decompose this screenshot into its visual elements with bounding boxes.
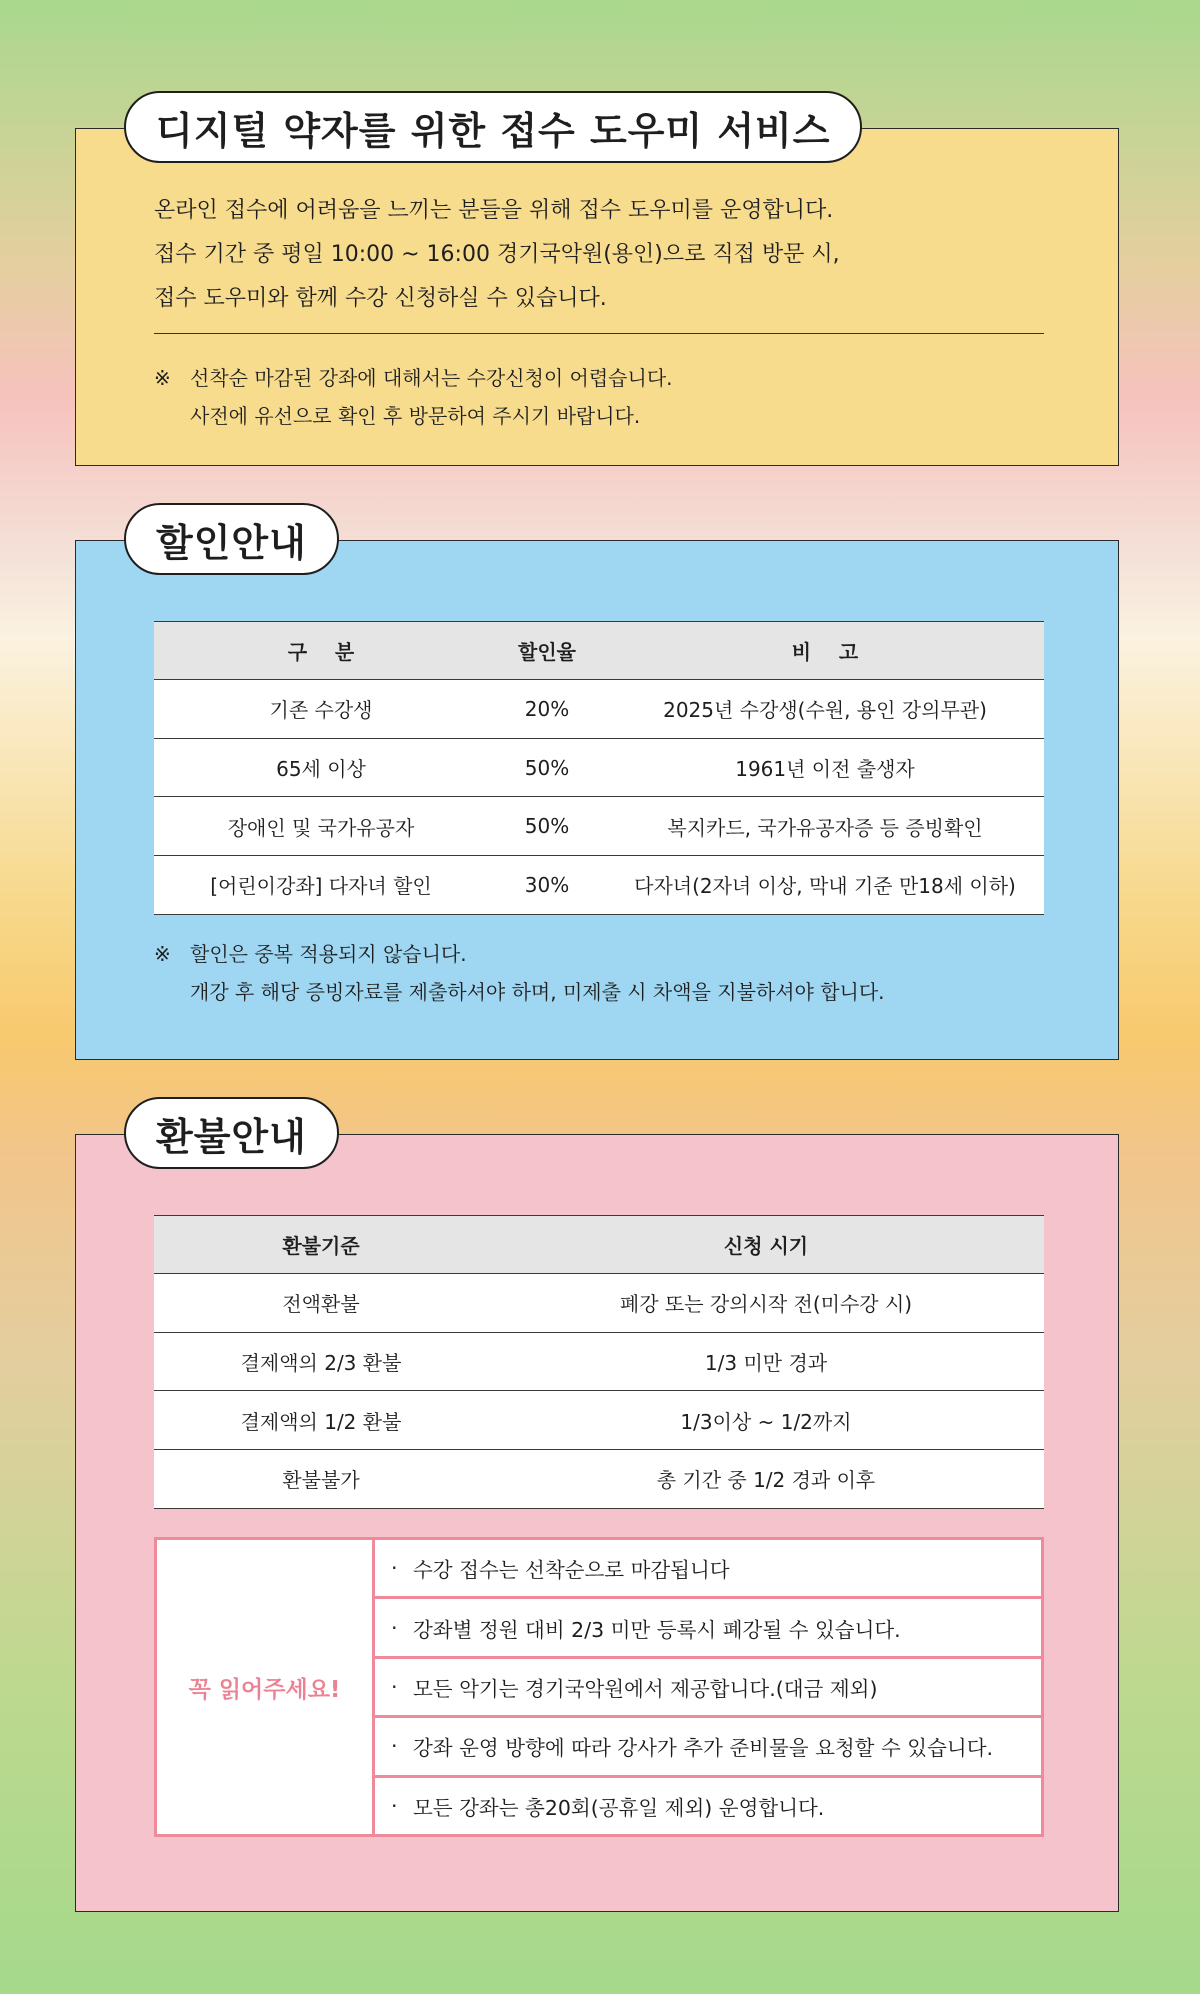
bullet-icon: · <box>391 1556 398 1581</box>
list-item-text: 수강 접수는 선착순으로 마감됩니다 <box>413 1558 730 1583</box>
bullet-icon: · <box>391 1615 398 1640</box>
table-cell: 결제액의 2/3 환불 <box>154 1332 488 1391</box>
table-cell: 50% <box>488 797 606 856</box>
bullet-icon: · <box>391 1675 398 1700</box>
col-header-period: 신청 시기 <box>488 1216 1044 1274</box>
must-read-label: 꼭 읽어주세요! <box>157 1540 375 1834</box>
intro-line: 접수 기간 중 평일 10:00 ~ 16:00 경기국악원(용인)으로 직접 방문 시, <box>154 242 840 267</box>
list-item <box>375 1599 1041 1658</box>
helper-service-intro <box>154 189 840 321</box>
refund-title: 환불안내 <box>124 1097 339 1169</box>
table-cell: 30% <box>488 856 606 915</box>
table-cell: 1/3이상 ~ 1/2까지 <box>488 1391 1044 1450</box>
col-header-criteria: 환불기준 <box>154 1216 488 1274</box>
table-cell: 2025년 수강생(수원, 용인 강의무관) <box>606 680 1044 739</box>
note-line: 할인은 중복 적용되지 않습니다. <box>190 942 467 966</box>
reference-mark: ※ <box>154 942 171 966</box>
note-line: 선착순 마감된 강좌에 대해서는 수강신청이 어렵습니다. <box>190 366 673 390</box>
table-row <box>154 1391 1044 1450</box>
divider <box>154 333 1044 334</box>
table-cell: 50% <box>488 738 606 797</box>
col-header-remark: 비 고 <box>606 622 1044 680</box>
list-item <box>375 1718 1041 1777</box>
bullet-icon: · <box>391 1734 398 1759</box>
refund-section <box>75 1114 1119 1912</box>
table-row <box>154 1332 1044 1391</box>
intro-line: 접수 도우미와 함께 수강 신청하실 수 있습니다. <box>154 286 607 311</box>
table-cell: 폐강 또는 강의시작 전(미수강 시) <box>488 1274 1044 1333</box>
table-cell: [어린이강좌] 다자녀 할인 <box>154 856 488 915</box>
col-header-rate: 할인율 <box>488 622 606 680</box>
table-row <box>154 1274 1044 1333</box>
list-item <box>375 1778 1041 1834</box>
list-item-text: 모든 악기는 경기국악원에서 제공합니다.(대금 제외) <box>413 1677 878 1702</box>
table-cell: 환불불가 <box>154 1450 488 1509</box>
reference-mark: ※ <box>154 366 171 390</box>
must-read-box <box>154 1537 1044 1837</box>
col-header-category: 구 분 <box>154 622 488 680</box>
discount-title: 할인안내 <box>124 503 339 575</box>
table-cell: 총 기간 중 1/2 경과 이후 <box>488 1450 1044 1509</box>
table-header-row <box>154 622 1044 680</box>
table-row <box>154 680 1044 739</box>
list-item-text: 모든 강좌는 총20회(공휴일 제외) 운영합니다. <box>413 1795 825 1820</box>
note-line: 사전에 유선으로 확인 후 방문하여 주시기 바랍니다. <box>190 404 641 428</box>
table-row <box>154 797 1044 856</box>
table-cell: 1/3 미만 경과 <box>488 1332 1044 1391</box>
table-cell: 복지카드, 국가유공자증 등 증빙확인 <box>606 797 1044 856</box>
table-row <box>154 1450 1044 1509</box>
table-cell: 1961년 이전 출생자 <box>606 738 1044 797</box>
table-cell: 65세 이상 <box>154 738 488 797</box>
table-cell: 결제액의 1/2 환불 <box>154 1391 488 1450</box>
helper-service-title: 디지털 약자를 위한 접수 도우미 서비스 <box>124 91 862 163</box>
bullet-icon: · <box>391 1793 398 1818</box>
table-cell: 전액환불 <box>154 1274 488 1333</box>
table-header-row <box>154 1216 1044 1274</box>
list-item-text: 강좌별 정원 대비 2/3 미만 등록시 폐강될 수 있습니다. <box>413 1617 901 1642</box>
table-cell: 장애인 및 국가유공자 <box>154 797 488 856</box>
helper-service-section <box>75 108 1119 466</box>
list-item-text: 강좌 운영 방향에 따라 강사가 추가 준비물을 요청할 수 있습니다. <box>413 1736 994 1761</box>
must-read-list <box>375 1540 1041 1834</box>
list-item <box>375 1540 1041 1599</box>
table-row <box>154 856 1044 915</box>
table-cell: 다자녀(2자녀 이상, 막내 기준 만18세 이하) <box>606 856 1044 915</box>
discount-section <box>75 520 1119 1060</box>
note-line: 개강 후 해당 증빙자료를 제출하셔야 하며, 미제출 시 차액을 지불하셔야 합니다. <box>190 980 885 1004</box>
intro-line: 온라인 접수에 어려움을 느끼는 분들을 위해 접수 도우미를 운영합니다. <box>154 198 834 223</box>
table-cell: 기존 수강생 <box>154 680 488 739</box>
helper-service-note <box>154 359 673 435</box>
discount-table <box>154 621 1044 915</box>
table-cell: 20% <box>488 680 606 739</box>
discount-note <box>154 935 885 1011</box>
table-row <box>154 738 1044 797</box>
list-item <box>375 1659 1041 1718</box>
refund-table <box>154 1215 1044 1509</box>
